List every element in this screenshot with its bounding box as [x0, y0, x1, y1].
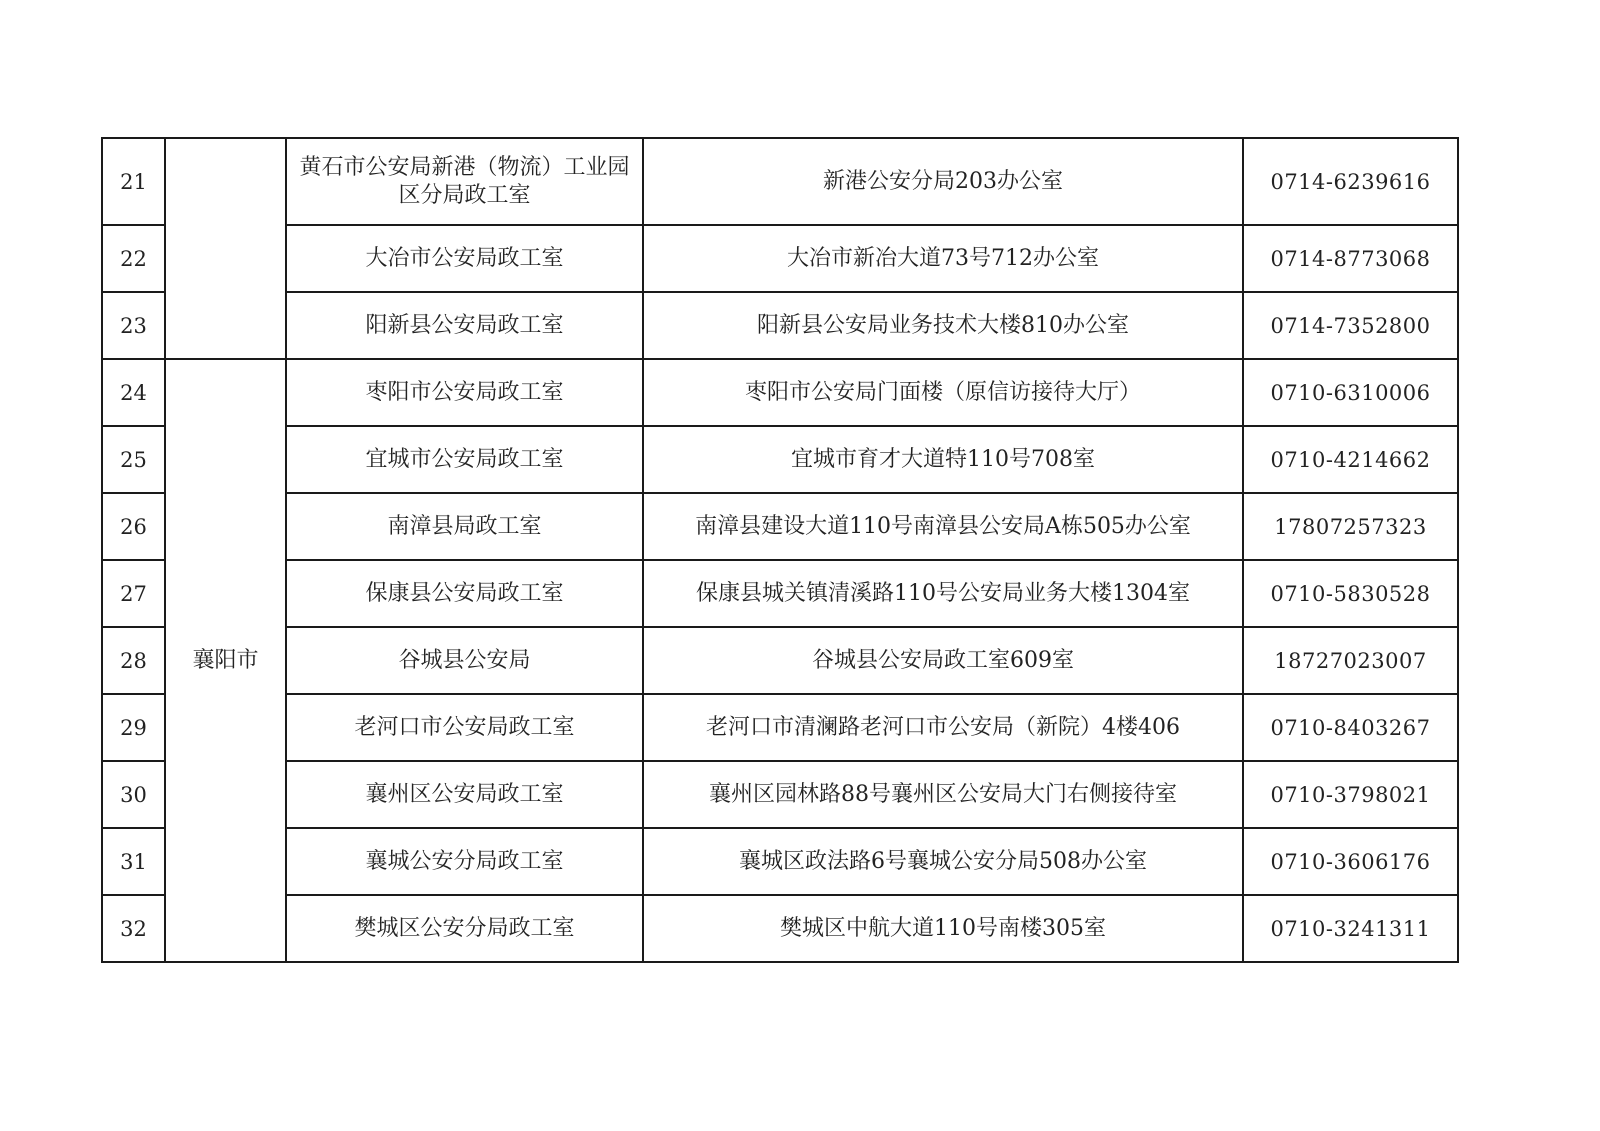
phone-number: 0710-5830528 [1243, 560, 1458, 627]
unit-name: 樊城区公安分局政工室 [286, 895, 643, 962]
row-number: 29 [102, 694, 165, 761]
city-cell [165, 138, 286, 359]
unit-name: 宜城市公安局政工室 [286, 426, 643, 493]
table-row [102, 828, 1458, 895]
table-row [102, 292, 1458, 359]
address: 枣阳市公安局门面楼（原信访接待大厅） [643, 359, 1243, 426]
unit-name: 襄州区公安局政工室 [286, 761, 643, 828]
phone-number: 0714-6239616 [1243, 138, 1458, 225]
phone-number: 0714-8773068 [1243, 225, 1458, 292]
phone-number: 17807257323 [1243, 493, 1458, 560]
address: 襄城区政法路6号襄城公安分局508办公室 [643, 828, 1243, 895]
phone-number: 0710-3606176 [1243, 828, 1458, 895]
row-number: 25 [102, 426, 165, 493]
address: 阳新县公安局业务技术大楼810办公室 [643, 292, 1243, 359]
table-row [102, 761, 1458, 828]
row-number: 21 [102, 138, 165, 225]
table-row [102, 225, 1458, 292]
unit-name: 保康县公安局政工室 [286, 560, 643, 627]
address: 大冶市新冶大道73号712办公室 [643, 225, 1243, 292]
unit-name: 黄石市公安局新港（物流）工业园区分局政工室 [286, 138, 643, 225]
address: 谷城县公安局政工室609室 [643, 627, 1243, 694]
row-number: 23 [102, 292, 165, 359]
unit-name: 南漳县局政工室 [286, 493, 643, 560]
row-number: 31 [102, 828, 165, 895]
table-row [102, 627, 1458, 694]
address: 宜城市育才大道特110号708室 [643, 426, 1243, 493]
unit-name: 阳新县公安局政工室 [286, 292, 643, 359]
phone-number: 0710-8403267 [1243, 694, 1458, 761]
address: 老河口市清澜路老河口市公安局（新院）4楼406 [643, 694, 1243, 761]
phone-number: 0710-3241311 [1243, 895, 1458, 962]
table-row [102, 138, 1458, 225]
phone-number: 0710-6310006 [1243, 359, 1458, 426]
row-number: 27 [102, 560, 165, 627]
city-cell: 襄阳市 [165, 359, 286, 962]
unit-name: 大冶市公安局政工室 [286, 225, 643, 292]
row-number: 32 [102, 895, 165, 962]
row-number: 26 [102, 493, 165, 560]
table-row [102, 359, 1458, 426]
phone-number: 0710-3798021 [1243, 761, 1458, 828]
table-row [102, 493, 1458, 560]
row-number: 22 [102, 225, 165, 292]
table-row [102, 895, 1458, 962]
address: 南漳县建设大道110号南漳县公安局A栋505办公室 [643, 493, 1243, 560]
unit-name: 老河口市公安局政工室 [286, 694, 643, 761]
unit-name: 谷城县公安局 [286, 627, 643, 694]
phone-number: 0710-4214662 [1243, 426, 1458, 493]
table-row [102, 426, 1458, 493]
address: 襄州区园林路88号襄州区公安局大门右侧接待室 [643, 761, 1243, 828]
row-number: 30 [102, 761, 165, 828]
unit-name: 枣阳市公安局政工室 [286, 359, 643, 426]
address: 樊城区中航大道110号南楼305室 [643, 895, 1243, 962]
address: 新港公安分局203办公室 [643, 138, 1243, 225]
contact-table [101, 137, 1459, 963]
row-number: 28 [102, 627, 165, 694]
phone-number: 0714-7352800 [1243, 292, 1458, 359]
unit-name: 襄城公安分局政工室 [286, 828, 643, 895]
table-row [102, 560, 1458, 627]
table-row [102, 694, 1458, 761]
phone-number: 18727023007 [1243, 627, 1458, 694]
row-number: 24 [102, 359, 165, 426]
address: 保康县城关镇清溪路110号公安局业务大楼1304室 [643, 560, 1243, 627]
